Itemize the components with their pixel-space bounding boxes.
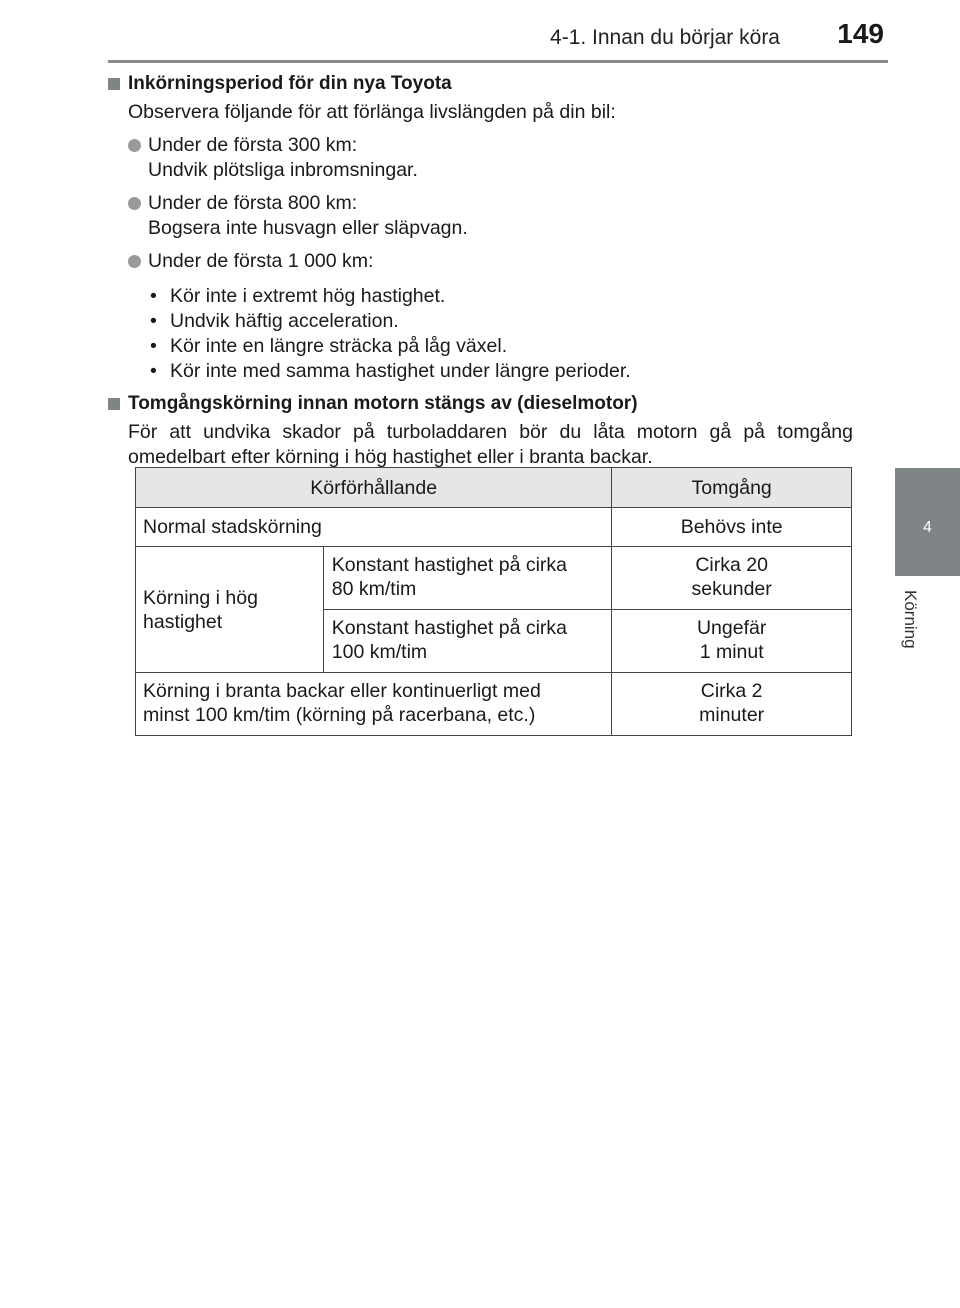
table-header-idle: Tomgång bbox=[612, 468, 852, 508]
idle-line2: 1 minut bbox=[699, 641, 764, 663]
idling-heading bbox=[108, 388, 853, 420]
idling-text: För att undvika skador på turboladdaren bör du låta motorn gå på tomgång omedelbart efter körning i hög hastighet eller i branta backar. bbox=[128, 421, 853, 468]
idle-line2: sekunder bbox=[691, 578, 772, 600]
idle-line2: minuter bbox=[699, 704, 765, 726]
circle-bullet-icon bbox=[128, 255, 141, 268]
condition-line2: minst 100 km/tim (körning på racerbana, etc.) bbox=[143, 704, 536, 726]
bullet-mark: • bbox=[150, 285, 157, 307]
bullet-mark: • bbox=[150, 335, 157, 357]
idling-heading-text: Tomgångskörning innan motorn stängs av (dieselmotor) bbox=[128, 393, 638, 414]
condition-line1: Konstant hastighet på cirka bbox=[331, 554, 568, 576]
idle-time-table bbox=[135, 467, 852, 736]
break-in-heading-text: Inkörningsperiod för din nya Toyota bbox=[128, 73, 452, 94]
table-row bbox=[136, 508, 852, 547]
square-bullet-icon bbox=[108, 398, 120, 410]
sublist-item-text: Kör inte i extremt hög hastighet. bbox=[170, 285, 446, 307]
break-in-item-line1: Under de första 800 km: bbox=[148, 192, 358, 214]
high-speed-label-line2: hastighet bbox=[143, 610, 223, 633]
idle-cell bbox=[612, 673, 852, 736]
page-header bbox=[0, 0, 960, 64]
bullet-mark: • bbox=[150, 310, 157, 332]
sublist-item-text: Undvik häftig acceleration. bbox=[170, 310, 399, 332]
table-header-condition: Körförhållande bbox=[136, 468, 612, 508]
sublist-item-text: Kör inte en längre sträcka på låg växel. bbox=[170, 335, 508, 357]
break-in-item-line2: Undvik plötsliga inbromsningar. bbox=[148, 159, 418, 181]
high-speed-label-line1: Körning i hög bbox=[143, 586, 258, 609]
break-in-item-line1: Under de första 300 km: bbox=[148, 134, 358, 156]
condition-cell: Normal stadskörning bbox=[136, 508, 612, 547]
condition-line2: 100 km/tim bbox=[331, 641, 428, 663]
page-number: 149 bbox=[837, 18, 884, 49]
chapter-label-wrap bbox=[900, 590, 922, 660]
idle-line1: Ungefär bbox=[696, 617, 767, 639]
condition-line1: Körning i branta backar eller kontinuerligt med bbox=[143, 680, 541, 702]
condition-cell bbox=[136, 673, 612, 736]
sublist-item-text: Kör inte med samma hastighet under längre perioder. bbox=[170, 360, 631, 382]
break-in-item-line1: Under de första 1 000 km: bbox=[148, 250, 374, 272]
break-in-item-line2: Bogsera inte husvagn eller släpvagn. bbox=[148, 217, 468, 239]
condition-cell bbox=[323, 547, 612, 610]
chapter-tab bbox=[895, 468, 960, 576]
idle-cell bbox=[612, 547, 852, 610]
square-bullet-icon bbox=[108, 78, 120, 90]
idle-line1: Cirka 20 bbox=[695, 554, 768, 576]
break-in-item bbox=[128, 133, 853, 183]
chapter-label: Körning bbox=[901, 590, 920, 649]
sublist-item bbox=[148, 359, 853, 384]
sublist-item bbox=[148, 334, 853, 359]
condition-line1: Konstant hastighet på cirka bbox=[331, 617, 568, 639]
condition-cell bbox=[323, 610, 612, 673]
break-in-intro: Observera följande för att förlänga livslängden på din bil: bbox=[128, 101, 616, 123]
table-row bbox=[136, 673, 852, 736]
bullet-mark: • bbox=[150, 360, 157, 382]
high-speed-cell bbox=[136, 547, 324, 673]
table-header-row bbox=[136, 468, 852, 508]
page-content bbox=[108, 68, 853, 470]
sublist-item bbox=[148, 309, 853, 334]
idle-cell bbox=[612, 610, 852, 673]
break-in-sublist bbox=[148, 284, 853, 384]
circle-bullet-icon bbox=[128, 197, 141, 210]
condition-line2: 80 km/tim bbox=[331, 578, 417, 600]
chapter-number: 4 bbox=[923, 519, 932, 536]
section-title: 4-1. Innan du börjar köra bbox=[550, 26, 780, 49]
idle-cell: Behövs inte bbox=[612, 508, 852, 547]
table-row bbox=[136, 547, 852, 610]
idle-line1: Cirka 2 bbox=[700, 680, 763, 702]
header-rule bbox=[108, 60, 888, 63]
sublist-item bbox=[148, 284, 853, 309]
break-in-item bbox=[128, 191, 853, 241]
break-in-heading bbox=[108, 68, 853, 100]
break-in-item bbox=[128, 249, 853, 274]
circle-bullet-icon bbox=[128, 139, 141, 152]
